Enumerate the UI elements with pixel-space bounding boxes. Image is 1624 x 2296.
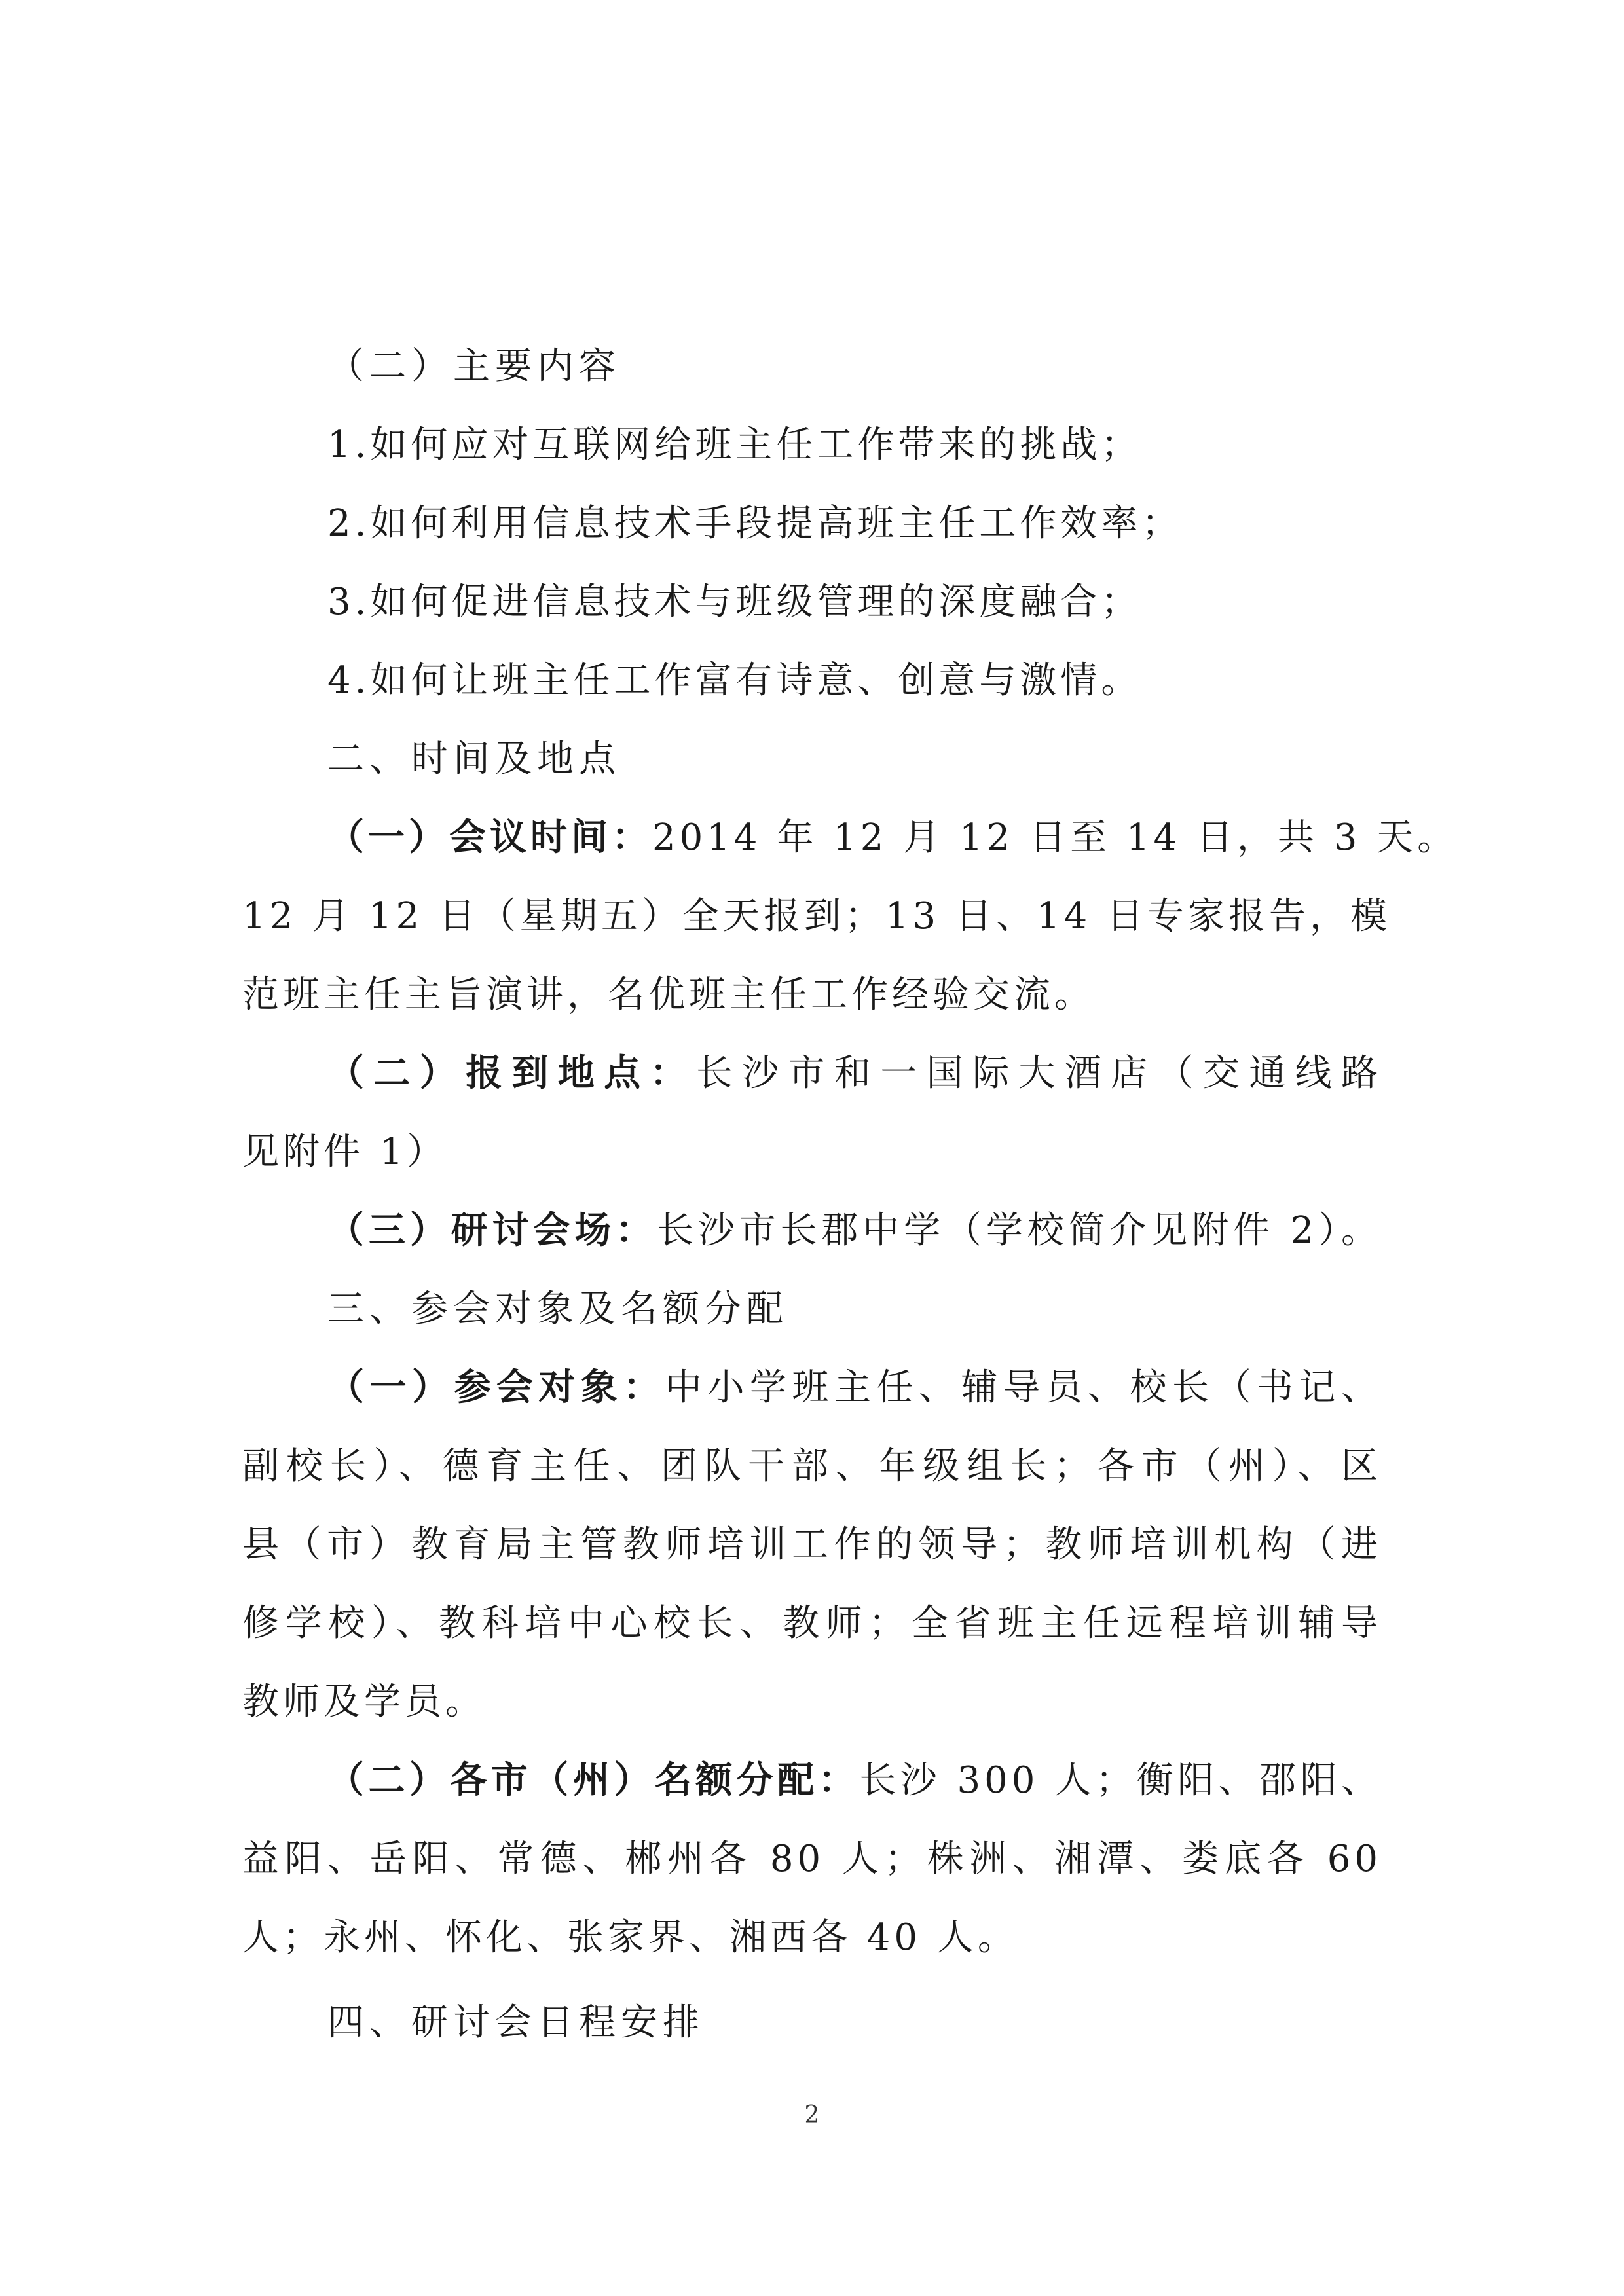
registration-place-line-2: 见附件 1） bbox=[242, 1131, 448, 1173]
registration-place-label: （二）报到地点： bbox=[327, 1052, 696, 1095]
quota-line-3: 人；永州、怀化、张家界、湘西各 40 人。 bbox=[242, 1916, 1018, 1959]
main-item-2: 2.如何利用信息技术手段提高班主任工作效率； bbox=[327, 502, 1183, 545]
participants-line-1 bbox=[327, 1362, 1382, 1414]
quota-label: （二）各市（州）名额分配： bbox=[327, 1759, 860, 1802]
main-item-1: 1.如何应对互联网给班主任工作带来的挑战； bbox=[327, 424, 1142, 466]
main-item-3: 3.如何促进信息技术与班级管理的深度融合； bbox=[327, 581, 1142, 623]
registration-place-value: 长沙市和一国际大酒店（交通线路 bbox=[695, 1052, 1382, 1095]
quota-value: 长沙 300 人；衡阳、邵阳、 bbox=[859, 1759, 1382, 1802]
section-3-heading: 三、参会对象及名额分配 bbox=[327, 1288, 788, 1330]
quota-line-1 bbox=[327, 1755, 1382, 1807]
participants-value: 中小学班主任、辅导员、校长（书记、 bbox=[665, 1366, 1382, 1409]
main-item-4: 4.如何让班主任工作富有诗意、创意与激情。 bbox=[327, 659, 1142, 702]
meeting-time-line-2: 12 月 12 日（星期五）全天报到；13 日、14 日专家报告，模 bbox=[242, 895, 1392, 938]
quota-line-2: 益阳、岳阳、常德、郴州各 80 人；株洲、湘潭、娄底各 60 bbox=[242, 1838, 1382, 1880]
venue-line bbox=[327, 1205, 1382, 1257]
registration-place-line-1 bbox=[327, 1048, 1382, 1100]
participants-line-2: 副校长）、德育主任、团队干部、年级组长；各市（州）、区 bbox=[242, 1445, 1382, 1487]
participants-line-4: 修学校）、教科培中心校长、教师；全省班主任远程培训辅导 bbox=[242, 1602, 1382, 1645]
section-2-heading: 二、时间及地点 bbox=[327, 738, 621, 780]
participants-line-3: 县（市）教育局主管教师培训工作的领导；教师培训机构（进 bbox=[242, 1523, 1382, 1566]
venue-label: （三）研讨会场： bbox=[327, 1209, 657, 1252]
participants-line-5: 教师及学员。 bbox=[242, 1681, 486, 1723]
venue-value: 长沙市长郡中学（学校简介见附件 2）。 bbox=[656, 1209, 1382, 1252]
section-4-heading: 四、研讨会日程安排 bbox=[327, 2001, 705, 2044]
meeting-time-label: （一）会议时间： bbox=[327, 816, 652, 859]
section-main-content-heading: （二）主要内容 bbox=[327, 345, 621, 388]
meeting-time-value: 2014 年 12 月 12 日至 14 日，共 3 天。 bbox=[652, 816, 1458, 859]
page-number: 2 bbox=[804, 2102, 820, 2128]
meeting-time-line-1 bbox=[327, 812, 1458, 864]
meeting-time-line-3: 范班主任主旨演讲，名优班主任工作经验交流。 bbox=[242, 974, 1095, 1016]
participants-label: （一）参会对象： bbox=[327, 1366, 665, 1409]
